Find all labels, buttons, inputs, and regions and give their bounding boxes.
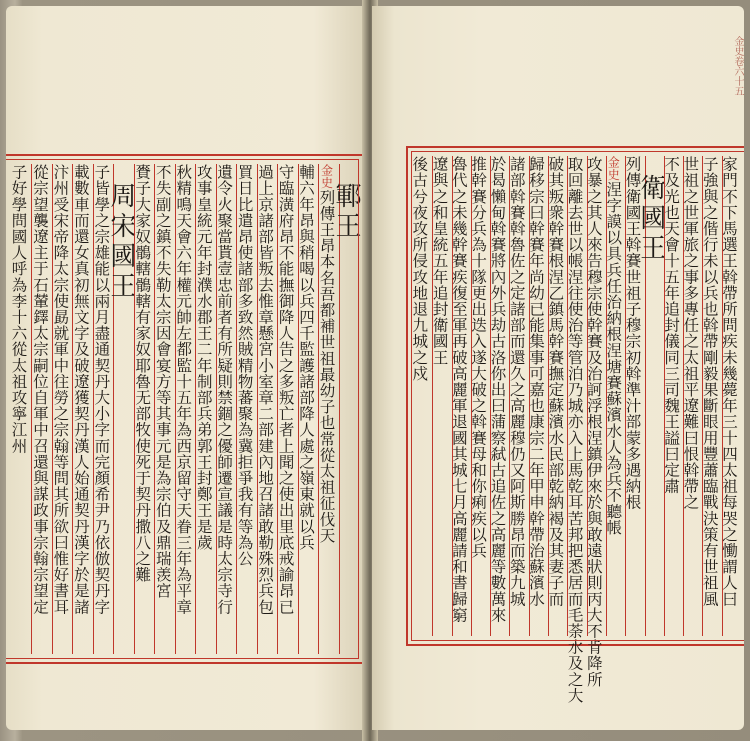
section-title-column [105, 164, 136, 654]
column-text: 列傳王昂本名吾都補世祖最幼子也常從太祖征伐天 [317, 189, 336, 544]
column-text: 攻事皇統元年封濮水郡王二年制部兵弟郭王封鄭王是歲 [194, 164, 213, 551]
column-text: 從宗望襲遼主于石輦鐸太宗嗣位自軍中召還與謀政事宗翰宗望定 [30, 164, 49, 615]
text-column [72, 164, 93, 654]
left-page-frame [6, 154, 364, 664]
column-text: 遼與之和皇統五年追封衛國王 [430, 156, 449, 366]
source-note: 金史 [606, 156, 621, 182]
text-column [318, 164, 339, 654]
text-column [449, 156, 472, 636]
text-column [471, 156, 491, 636]
margin-note: 金史卷六十五 [732, 36, 743, 96]
text-column [31, 164, 52, 654]
column-text: 賚子大家奴鶻轄鶻轄有家奴耶魯无部牧使死于契丹撒八之難 [133, 164, 152, 583]
column-text: 世祖之世軍旅之事多專任之太祖平遼難曰恨斡帶之 [681, 156, 700, 511]
text-column [154, 164, 175, 654]
text-column [548, 156, 568, 636]
column-text: 攻暴之其人來告穆宗使幹賽及治訶浮根涅鎮伊來於與敢遠狀則丙大不肯降所 [584, 156, 603, 688]
column-text: 歸移宗曰幹賽年尚幼已能集事可嘉也康宗二年甲申幹帶治蘇濱水 [527, 156, 546, 607]
text-column [52, 164, 73, 654]
column-text: 不失副之鎮不失勒太宗因會宴方等其事元是為宗伯及鼎瑞羡宮 [153, 164, 172, 599]
text-column [277, 164, 298, 654]
column-text: 遺令火聚當貰壹忠前者有所疑則禁錮之優師遷宣議是時太宗寺行 [215, 164, 234, 615]
text-column [236, 164, 257, 654]
text-column [298, 164, 319, 654]
column-text: 諸部斡賽斡魯佐之定諸部而還久之高麗穆仍又阿斯勝昂而築九城 [507, 156, 526, 607]
text-column [93, 164, 114, 654]
column-text: 守臨潢府昂不能撫御降人告之多叛亡者上聞之使出里底戒諭昂已 [276, 164, 295, 615]
column-text: 魯代之未幾幹賽疾復至軍再破高麗軍退國其城七月高麗請和書歸窮 [449, 156, 468, 623]
text-column [432, 156, 452, 636]
left-page [6, 6, 368, 730]
column-text: 秋精鳴天會六年權元帥左都監十五年為西京留守天眷三年為平章 [174, 164, 193, 615]
text-column [625, 156, 645, 636]
section-title: 衛國王 [635, 174, 666, 264]
text-column [195, 164, 216, 654]
section-title: 鄆王 [330, 182, 361, 242]
column-text: 於曷懶甸斡賽將內外兵劫古洛你出曰蒲察弑古追佐之高麗等數萬來 [488, 156, 507, 623]
section-title-column [330, 164, 361, 654]
section-title-column [635, 156, 666, 636]
column-text: 推幹賽分兵為十隊更出迭入遂大破之斡賽母和你痢疾以兵 [469, 156, 488, 559]
text-column [683, 156, 703, 636]
column-text: 不及光也天會十五年追封儀同三司魏王謚曰定肅 [662, 156, 681, 495]
column-text: 後古兮夜攻所侵攻地退九城之戍 [410, 156, 429, 382]
column-text: 列傳衛國王斡賽世祖子穆宗初斡準汁部蒙多遇納根 [623, 156, 642, 511]
column-text: 破其叛衆幹賽根涅乙鎮馬幹賽撫定蘇濱水民部乾納褐及其妻子而 [546, 156, 565, 607]
text-column [257, 164, 278, 654]
column-text: 子強與之偕行未以兵也斡帶剛毅果斷眼用豐蕭臨戰決策有世祖風 [700, 156, 719, 607]
source-note: 金史 [319, 164, 334, 190]
column-text: 買日比遣昂使諸部多致然賊精物蕃聚為冀拒爭我有等為公 [235, 164, 254, 567]
column-text: 輔六年昂與稍喝以兵四千監護諸部降人處之嶺東就以兵 [297, 164, 316, 551]
column-text: 取回離去世以帳涅往使治等管泊乃城亦入上馬乾耳苦邦把悉居而毛荼水及之大 [565, 156, 584, 704]
text-column [664, 156, 684, 636]
right-page [372, 6, 744, 730]
text-column [702, 156, 722, 636]
text-column [529, 156, 549, 636]
text-column [216, 164, 237, 654]
column-text: 過上京諸部皆叛去惟章懸宮小室章二部建內地召諸敢勒殊烈兵包 [256, 164, 275, 615]
column-text: 家門不下馬選王斡帶所問疾未幾薨年三十四太祖每哭之慟謂人曰 [719, 156, 738, 607]
text-column [584, 156, 607, 688]
text-column [490, 156, 510, 636]
column-text: 汴州受宋帝降太宗使勗就軍中往勞之宗翰等問其所欲曰惟好書耳 [51, 164, 70, 615]
text-column [719, 156, 742, 636]
column-text: 涅字謨以具兵任治納根涅塘賽蘇濱水人為兵不聽帳 [604, 181, 623, 536]
text-column [175, 164, 196, 654]
right-page-frame [406, 146, 744, 704]
text-column [606, 156, 626, 636]
text-column [565, 156, 587, 704]
text-column [134, 164, 155, 654]
text-column [11, 164, 31, 654]
text-column [509, 156, 529, 636]
section-title: 周宋國王 [105, 182, 136, 302]
column-text: 子好學問國人呼為李十六從太祖攻寧江州 [9, 164, 28, 454]
text-column [410, 156, 432, 636]
column-text: 載數車而還女真初無文字及破遼獲契丹漢人始通契丹漢字於是諸 [71, 164, 90, 615]
column-text: 子皆學之宗雄能以兩月盡通契丹大小字而完顏希尹乃依倣契丹字 [92, 164, 111, 615]
